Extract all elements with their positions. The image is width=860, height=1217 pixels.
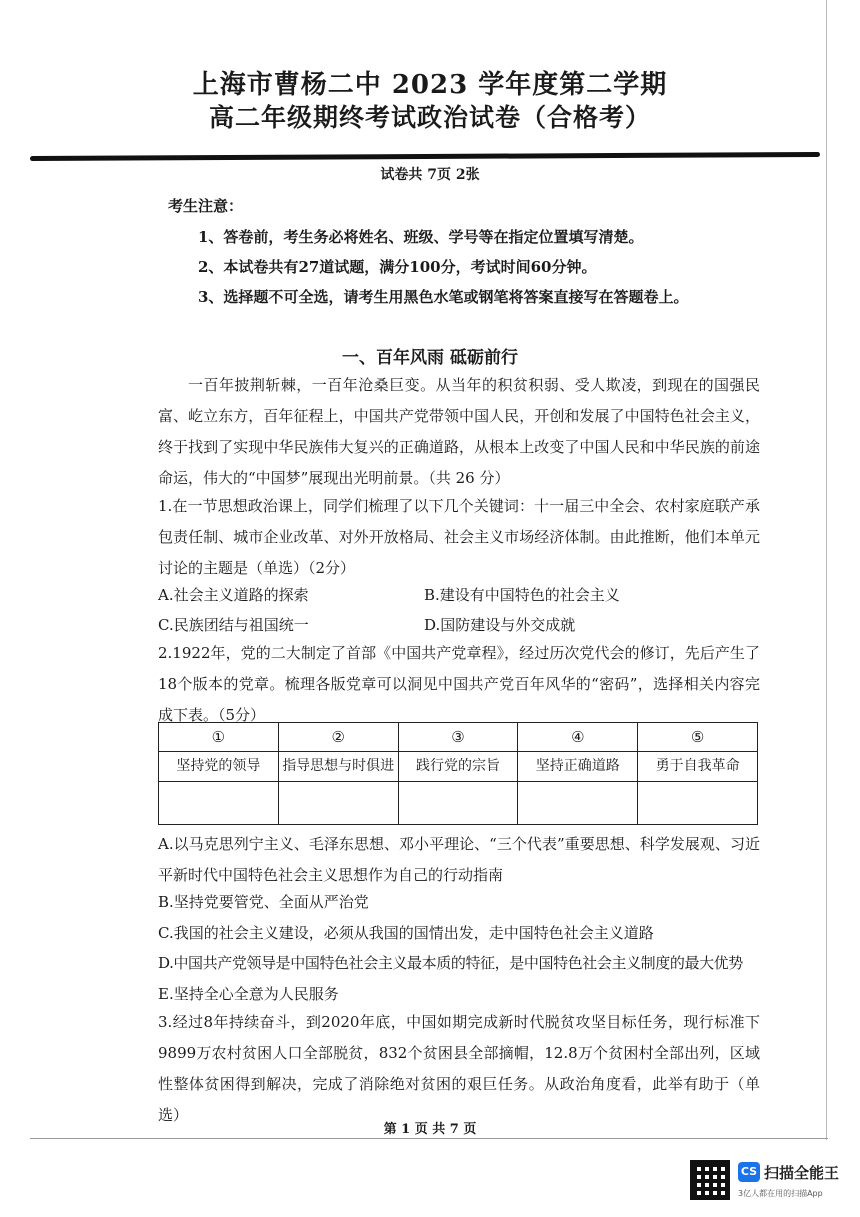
footer-divider — [30, 1138, 828, 1139]
q1-option-d: D.国防建设与外交成就 — [424, 616, 576, 634]
table-number: ① — [159, 723, 279, 752]
scanner-tagline: 3亿人都在用的扫描App — [738, 1189, 823, 1198]
table-label: 勇于自我革命 — [638, 752, 758, 782]
notice-item: 3、选择题不可全选，请考生用黑色水笔或钢笔将答案直接写在答题卷上。 — [198, 288, 689, 306]
answer-cell[interactable] — [159, 782, 279, 825]
table-number: ⑤ — [638, 723, 758, 752]
table-number: ② — [278, 723, 398, 752]
notice-item: 2、本试卷共有27道试题，满分100分，考试时间60分钟。 — [198, 258, 597, 276]
header-divider — [30, 152, 820, 161]
notice-heading: 考生注意： — [168, 197, 244, 215]
q2-option-d: D.中国共产党领导是中国特色社会主义最本质的特征，是中国特色社会主义制度的最大优势 — [158, 954, 743, 972]
q1-option-c: C.民族团结与祖国统一 — [158, 616, 309, 634]
answer-cell[interactable] — [638, 782, 758, 825]
question-1-stem: 1.在一节思想政治课上，同学们梳理了以下几个关键词：十一届三中全会、农村家庭联产承包责任制、城市企业改革、对外开放格局、社会主义市场经济体制。由此推断，他们本单元讨论的主题是（单选）（2分） — [158, 497, 760, 577]
page-count-info: 试卷共 7页 2张 — [380, 167, 480, 183]
page-number: 第 1 页 共 7 页 — [383, 1122, 477, 1137]
table-number: ④ — [518, 723, 638, 752]
section-heading: 一、百年风雨 砥砺前行 — [342, 348, 518, 368]
table-label: 坚持正确道路 — [518, 752, 638, 782]
question-2-stem: 2.1922年，党的二大制定了首部《中国共产党章程》，经过历次党代会的修订，先后产生了18个版本的党章。梳理各版党章可以洞见中国共产党百年风华的“密码”，选择相关内容完成下表。（5分） — [158, 644, 760, 724]
answer-cell[interactable] — [278, 782, 398, 825]
notice-item: 1、答卷前，考生务必将姓名、班级、学号等在指定位置填写清楚。 — [198, 228, 644, 246]
table-label: 践行党的宗旨 — [398, 752, 518, 782]
section-intro: 一百年披荆斩棘，一百年沧桑巨变。从当年的积贫积弱、受人欺凌，到现在的国强民富、屹立东方，百年征程上，中国共产党带领中国人民，开创和发展了中国特色社会主义，终于找到了实现中华民族伟大复兴的正确道路，从根本上改变了中国人民和中华民族的前途命运，伟大的“中国梦”展现出光明前景。（共 26 分） — [158, 376, 760, 487]
scanner-logo: CS — [738, 1162, 760, 1182]
answer-table — [158, 722, 758, 825]
table-number: ③ — [398, 723, 518, 752]
table-label: 指导思想与时俱进 — [278, 752, 398, 782]
q2-option-a: A.以马克思列宁主义、毛泽东思想、邓小平理论、“三个代表”重要思想、科学发展观、习近平新时代中国特色社会主义思想作为自己的行动指南 — [158, 835, 760, 884]
q2-option-c: C.我国的社会主义建设，必须从我国的国情出发，走中国特色社会主义道路 — [158, 924, 654, 942]
qr-code-icon — [690, 1160, 730, 1200]
q1-option-a: A.社会主义道路的探索 — [158, 586, 309, 604]
answer-cell[interactable] — [398, 782, 518, 825]
q1-option-b: B.建设有中国特色的社会主义 — [424, 586, 620, 604]
exam-subtitle: 高二年级期终考试政治试卷（合格考） — [208, 103, 651, 132]
scanner-app-name: 扫描全能王 — [764, 1164, 840, 1182]
answer-cell[interactable] — [518, 782, 638, 825]
table-label: 坚持党的领导 — [159, 752, 279, 782]
q2-option-b: B.坚持党要管党、全面从严治党 — [158, 893, 369, 911]
exam-title: 上海市曹杨二中 2023 学年度第二学期 — [192, 70, 668, 100]
question-3-stem: 3.经过8年持续奋斗，到2020年底，中国如期完成新时代脱贫攻坚目标任务，现行标准下9899万农村贫困人口全部脱贫，832个贫困县全部摘帽，12.8万个贫困村全部出列，区域性整体贫困得到解决，完成了消除绝对贫困的艰巨任务。从政治角度看，此举有助于（单选） — [158, 1013, 760, 1124]
q2-option-e: E.坚持全心全意为人民服务 — [158, 985, 339, 1003]
